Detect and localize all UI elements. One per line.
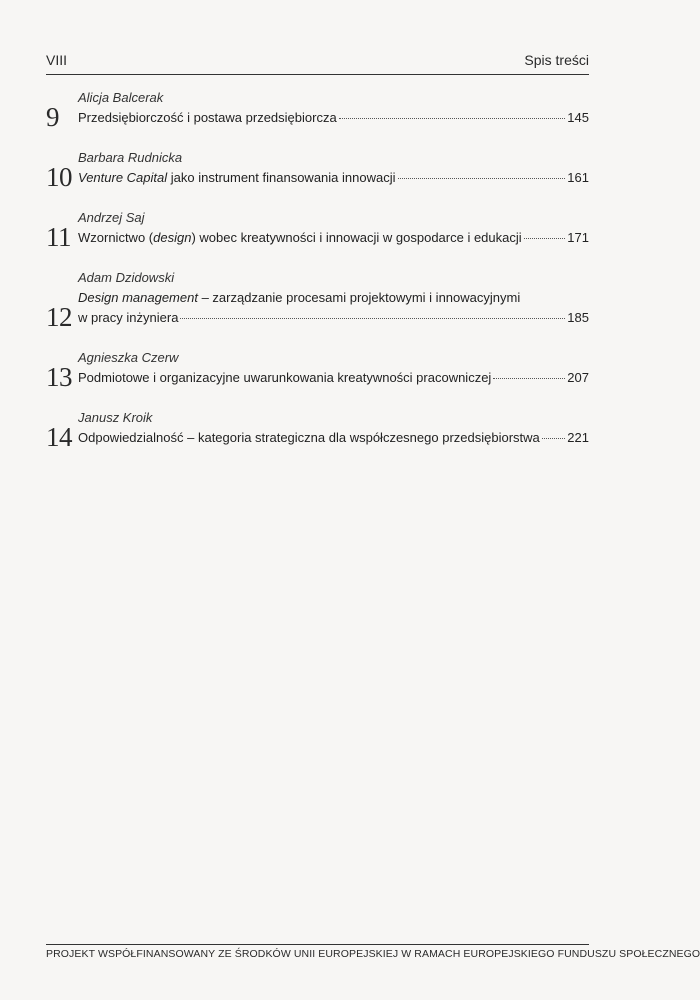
page-number: 185	[567, 310, 589, 325]
header-divider	[46, 74, 589, 75]
page-header	[46, 52, 589, 72]
toc-entry-13[interactable]	[46, 348, 589, 392]
chapter-title-line1	[78, 288, 589, 308]
dot-leader	[180, 318, 565, 319]
chapter-title-italic: design	[153, 230, 192, 245]
chapter-author: Barbara Rudnicka	[78, 150, 183, 165]
toc-entry-14[interactable]	[46, 408, 589, 452]
chapter-number: 13	[46, 362, 72, 392]
funding-footer: PROJEKT WSPÓŁFINANSOWANY ZE ŚRODKÓW UNII EUROPEJSKIEJ W RAMACH EUROPEJSKIEGO FUNDUSZU SPOŁECZNEGO	[46, 948, 700, 960]
section-title: Spis treści	[524, 52, 589, 68]
chapter-title-italic: Venture Capital	[78, 170, 168, 185]
chapter-number: 14	[46, 422, 72, 452]
chapter-title-rest: jako instrument finansowania innowacji	[167, 170, 396, 185]
chapter-title-rest: – zarządzanie procesami projektowymi i innowacyjnymi	[197, 290, 521, 305]
toc-entry-9[interactable]	[46, 88, 589, 132]
page-numeral: VIII	[46, 52, 68, 68]
chapter-title: Podmiotowe i organizacyjne uwarunkowania kreatywności pracowniczej	[78, 370, 492, 385]
chapter-author: Adam Dzidowski	[78, 270, 175, 285]
toc-entry-10[interactable]	[46, 148, 589, 192]
chapter-author: Andrzej Saj	[78, 210, 145, 225]
chapter-title-italic: Design management	[78, 290, 198, 305]
chapter-title	[78, 228, 522, 248]
page-number: 171	[567, 230, 589, 245]
table-of-contents	[46, 88, 589, 468]
dot-leader	[493, 378, 565, 379]
page-number: 161	[567, 170, 589, 185]
dot-leader	[542, 438, 566, 439]
toc-entry-12[interactable]	[46, 268, 589, 332]
dot-leader	[524, 238, 566, 239]
chapter-title-pre: Wzornictwo (	[78, 230, 154, 245]
chapter-number: 11	[46, 222, 71, 252]
chapter-author: Alicja Balcerak	[78, 90, 164, 105]
dot-leader	[398, 178, 566, 179]
page-number: 207	[567, 370, 589, 385]
footer-divider	[46, 944, 589, 945]
dot-leader	[339, 118, 566, 119]
chapter-number: 10	[46, 162, 72, 192]
chapter-title: w pracy inżyniera	[78, 310, 179, 325]
chapter-author: Agnieszka Czerw	[78, 350, 179, 365]
page-number: 145	[567, 110, 589, 125]
toc-entry-11[interactable]	[46, 208, 589, 252]
chapter-number: 9	[46, 102, 59, 132]
chapter-author: Janusz Kroik	[78, 410, 153, 425]
chapter-number: 12	[46, 302, 72, 332]
page-number: 221	[567, 430, 589, 445]
chapter-title: Przedsiębiorczość i postawa przedsiębiorcza	[78, 110, 337, 125]
chapter-title-rest: ) wobec kreatywności i innowacji w gospodarce i edukacji	[191, 230, 522, 245]
chapter-title: Odpowiedzialność – kategoria strategiczna dla współczesnego przedsiębiorstwa	[78, 430, 540, 445]
chapter-title	[78, 168, 396, 188]
